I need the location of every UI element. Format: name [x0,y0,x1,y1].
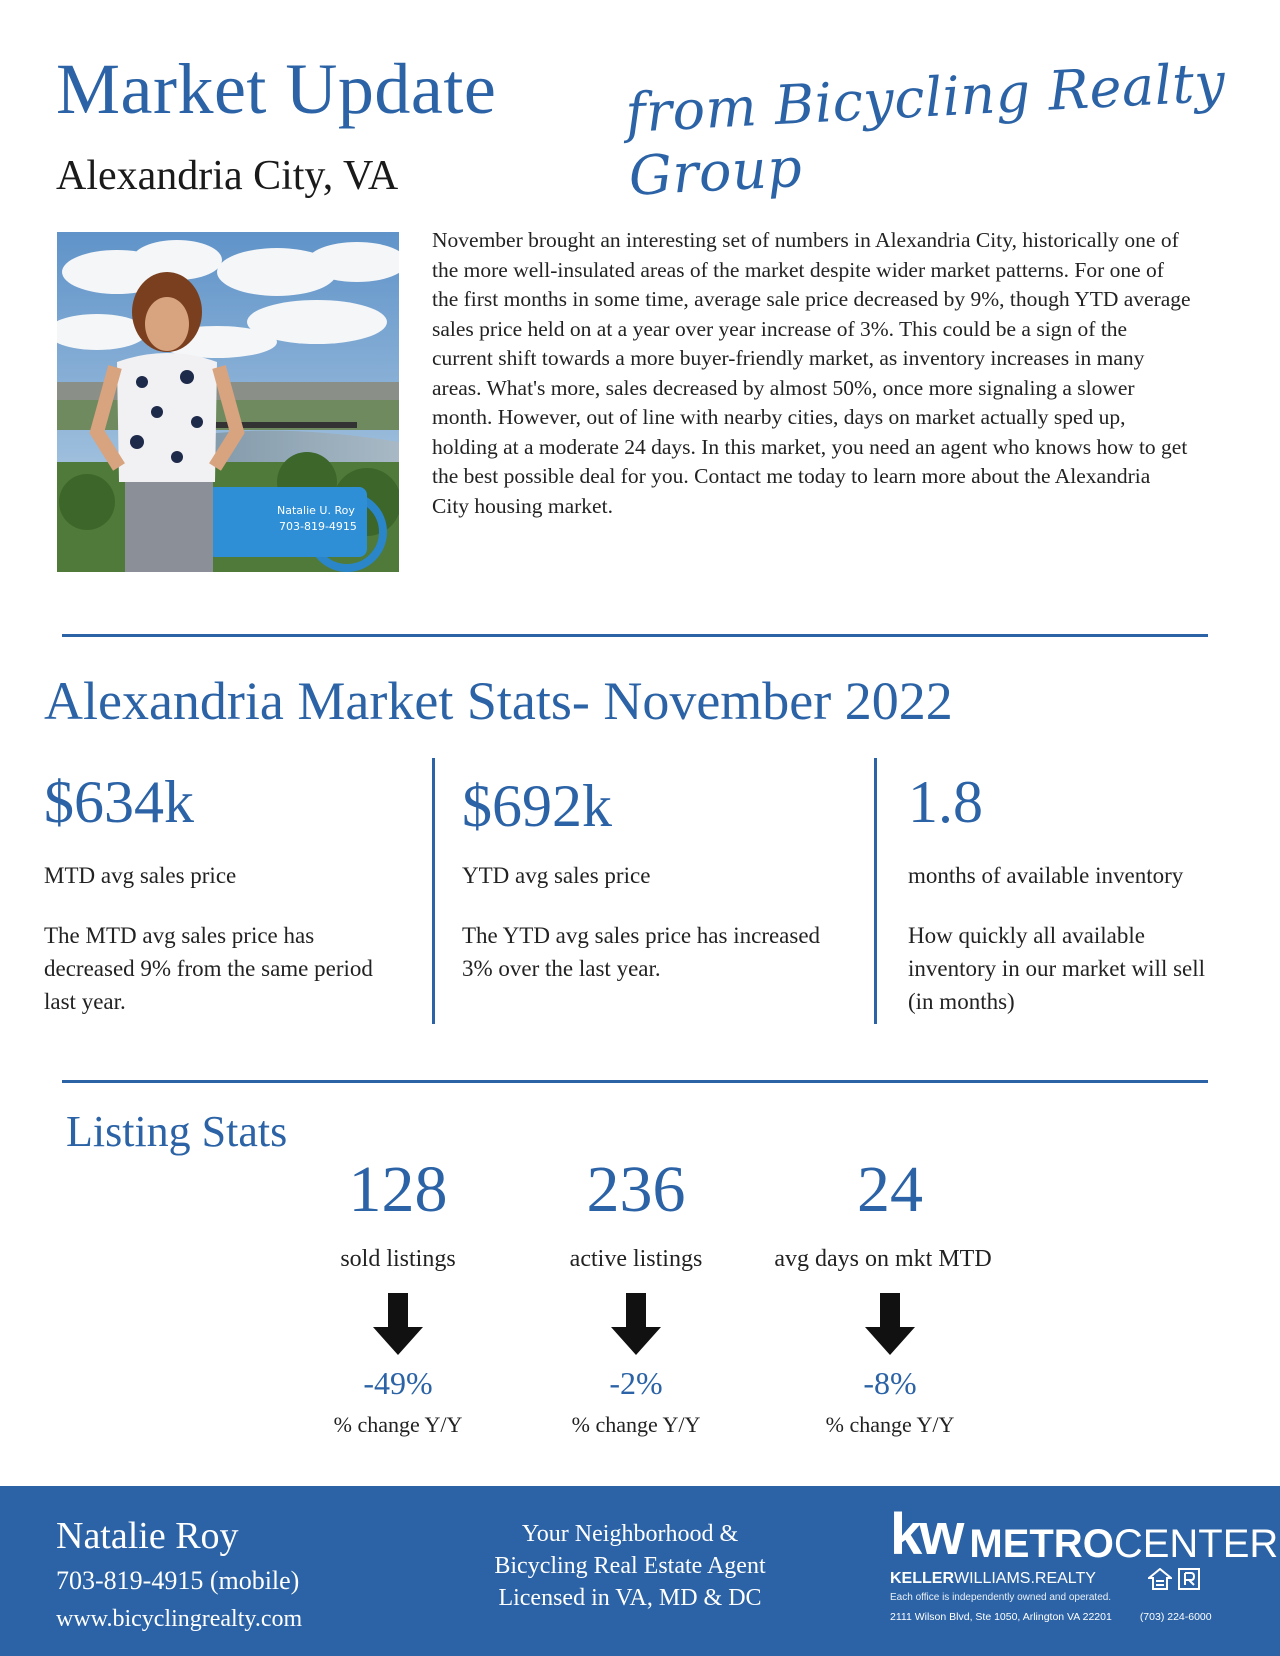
listing-value: 24 [857,1153,923,1226]
agent-website[interactable]: www.bicyclingrealty.com [56,1606,303,1632]
listing-change: -8% [863,1365,917,1401]
listing-change: -49% [363,1365,433,1401]
stat-desc: How quickly all available inventory in our market will sell (in months) [908,923,1206,1014]
office-address: 2111 Wilson Blvd, Ste 1050, Arlington VA 22201 [890,1611,1112,1623]
arrow-down-icon [520,1293,752,1359]
stat-value: $634k [44,769,194,835]
agent-phone[interactable]: 703-819-4915 (mobile) [56,1566,300,1595]
listing-days [740,1152,1026,1438]
stat-value: $692k [462,773,612,839]
agent-name: Natalie Roy [56,1515,239,1557]
equal-housing-icon [1148,1568,1172,1590]
arrow-down-icon [300,1293,496,1359]
brand-center: CENTER [1113,1522,1279,1566]
realtor-icon [1178,1568,1200,1590]
agent-photo [57,232,399,572]
intro-paragraph: November brought an interesting set of numbers in Alexandria City, historically one of the more well-insulated areas of the market despite wider market patterns. For one of the first months in some time, average sale price decreased by 9%, though YTD average sales price held on at a year over year increase of 3%. This could be a sign of the current shift towards a more buyer-friendly market, as inventory increases in many areas. What's more, sales decreased by almost 50%, once more signaling a slower month. However, out of line with nearby cities, days on market actually sped up, holding at a moderate 24 days. In this market, you need an agent who knows how to get the best possible deal for you. Contact me today to learn more about the Alexandria City housing market. [432,228,1191,518]
listing-label: sold listings [340,1246,456,1272]
tagline-line: Your Neighborhood & [521,1521,739,1547]
listing-change-label: % change Y/Y [825,1412,955,1437]
listing-sold [300,1152,496,1438]
market-stats-title: Alexandria Market Stats- November 2022 [44,671,953,731]
footer-tagline [440,1518,820,1614]
brokerage-logo [890,1502,1279,1623]
listing-change-label: % change Y/Y [571,1412,701,1437]
listing-stats-title: Listing Stats [66,1107,288,1156]
column-divider [874,758,877,1024]
stat-label: YTD avg sales price [462,863,651,888]
listing-label: avg days on mkt MTD [774,1246,992,1272]
arrow-down-icon [740,1293,1026,1359]
listing-value: 128 [348,1153,448,1226]
page-title: Market Update [56,49,497,129]
listing-change-label: % change Y/Y [333,1412,463,1437]
tagline-line: Bicycling Real Estate Agent [494,1553,766,1579]
stat-value: 1.8 [908,769,983,835]
section-divider [62,1080,1208,1083]
listing-change: -2% [609,1365,663,1401]
section-divider [62,634,1208,637]
stat-desc: The YTD avg sales price has increased 3% over the last year. [462,923,821,981]
sign-phone: 703-819-4915 [279,520,357,533]
stat-desc: The MTD avg sales price has decreased 9% from the same period last year. [44,923,373,1014]
sign-name: Natalie U. Roy [277,504,355,517]
page-subtitle: Alexandria City, VA [56,153,399,199]
brand-realty: REALTY [1034,1570,1096,1587]
stat-mtd [44,768,424,1018]
stat-label: MTD avg sales price [44,863,237,888]
stat-label: months of available inventory [908,863,1184,888]
stat-ytd [462,772,862,985]
office-phone: (703) 224-6000 [1139,1611,1212,1623]
brand-metro: METRO [969,1522,1114,1566]
listing-value: 236 [586,1153,686,1226]
brand-williams: WILLIAMS. [954,1570,1035,1587]
brand-disclaimer: Each office is independently owned and operated. [890,1592,1112,1603]
brand-keller: KELLER [890,1570,954,1587]
listing-label: active listings [569,1246,703,1272]
listing-active [520,1152,752,1438]
kw-mark: kw [890,1502,962,1567]
tagline-line: Licensed in VA, MD & DC [498,1585,762,1611]
brand-tagline: from Bicycling Realty Group [624,50,1227,208]
stat-inventory [908,768,1268,1018]
column-divider [432,758,435,1024]
